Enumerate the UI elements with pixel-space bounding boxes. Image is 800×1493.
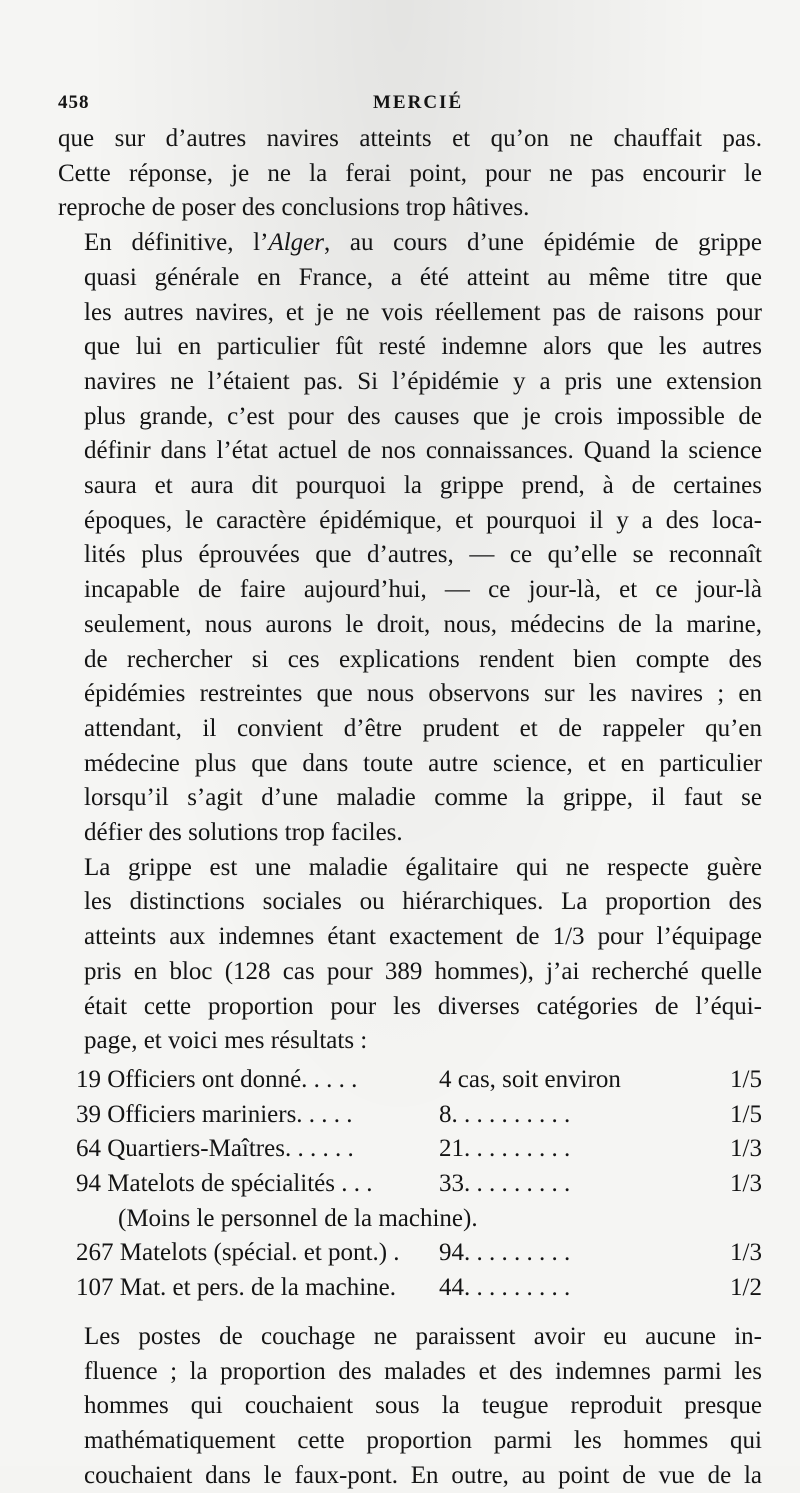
text-line: navires ne l’étaient pas. Si l’épidémie y a pris une extension (84, 367, 762, 395)
text-line: seulement, nous aurons le droit, nous, médecins de la marine, (84, 610, 762, 638)
text-line: lités plus éprouvées que d’autres, — ce qu’elle se reconnaît (84, 541, 762, 569)
row-ratio: 1/3 (730, 1239, 762, 1267)
text-line: reproche de poser des conclusions trop hâtives. (58, 194, 530, 222)
running-head: MERCIÉ (373, 92, 464, 113)
row-cases: 8. . . . . . . . . . (439, 1100, 571, 1128)
row-cases: 44. . . . . . . . . (439, 1274, 571, 1302)
row-category: 267 Matelots (spécial. et pont.) . (76, 1239, 400, 1267)
text-line: attendant, il convient d’être prudent et de rappeler qu’en (84, 714, 762, 742)
text-line: défier des solutions trop faciles. (84, 819, 403, 847)
results-note (58, 1202, 762, 1237)
text-line: définir dans l’état actuel de nos connaissances. Quand la science (84, 437, 762, 465)
text-line: page, et voici mes résultats : (84, 1027, 368, 1055)
paragraph-2 (58, 226, 762, 851)
row-category: 64 Quartiers-Maîtres. . . . . . (76, 1135, 354, 1163)
row-cases: 33. . . . . . . . . (439, 1170, 571, 1198)
results-row (58, 1132, 762, 1167)
text-line: La grippe est une maladie égalitaire qui ne respecte guère (84, 853, 762, 881)
text-line: pris en bloc (128 cas pour 389 hommes), j’ai recherché quelle (84, 957, 762, 985)
text-line: que sur d’autres navires atteints et qu’on ne chauffait pas. (58, 125, 762, 152)
note-text: (Moins le personnel de la machine). (118, 1204, 478, 1232)
text-line: plus grande, c’est pour des causes que je crois impossible de (84, 402, 762, 430)
text-line: épidémies restreintes que nous observons sur les navires ; en (84, 680, 762, 708)
paragraph-4 (58, 1320, 762, 1493)
row-cases: 94. . . . . . . . . (439, 1239, 571, 1267)
row-ratio: 1/3 (730, 1170, 762, 1198)
text-line: de rechercher si ces explications rendent bien compte des (84, 645, 762, 673)
row-category: 107 Mat. et pers. de la machine. (76, 1274, 397, 1302)
ship-name: Alger (268, 229, 324, 257)
text-line: époques, le caractère épidémique, et pourquoi il y a des loca- (84, 506, 762, 534)
results-row (58, 1236, 762, 1271)
row-ratio: 1/3 (730, 1135, 762, 1163)
text-fragment: En définitive, l’ (84, 229, 269, 257)
results-row (58, 1098, 762, 1133)
text-line: fluence ; la proportion des malades et des indemnes parmi les (84, 1357, 762, 1385)
text-line: atteints aux indemnes étant exactement de 1/3 pour l’équipage (84, 923, 762, 951)
text-line: couchaient dans le faux-pont. En outre, au point de vue de la (84, 1461, 762, 1489)
text-line: que lui en particulier fût resté indemne alors que les autres (84, 333, 762, 361)
text-line: était cette proportion pour les diverses catégories de l’équi- (84, 992, 762, 1020)
text-line: les distinctions sociales ou hiérarchiques. La proportion des (84, 888, 762, 916)
row-category: 39 Officiers mariniers. . . . . (76, 1100, 353, 1128)
text-line (58, 226, 762, 261)
results-row (58, 1167, 762, 1202)
paragraph-3 (58, 851, 762, 1059)
text-line: Les postes de couchage ne paraissent avoir eu aucune in- (84, 1322, 762, 1350)
results-row (58, 1063, 762, 1098)
row-cases: 4 cas, soit environ (439, 1065, 621, 1093)
text-line: médecine plus que dans toute autre science, et en particulier (84, 749, 762, 777)
text-line: saura et aura dit pourquoi la grippe prend, à de certaines (84, 472, 762, 500)
text-line: quasi générale en France, a été atteint au même titre que (84, 263, 762, 291)
row-category: 19 Officiers ont donné. . . . . (76, 1065, 358, 1093)
text-fragment: , au cours d’une épidémie de grippe (323, 229, 762, 257)
text-line: lorsqu’il s’agit d’une maladie comme la grippe, il faut se (84, 784, 762, 812)
row-cases: 21. . . . . . . . . (439, 1135, 571, 1163)
text-line: mathématiquement cette proportion parmi les hommes qui (84, 1426, 762, 1454)
paragraph-1 (58, 122, 762, 226)
page-header (58, 88, 762, 122)
row-ratio: 1/5 (730, 1065, 762, 1093)
text-line: les autres navires, et je ne vois réellement pas de raisons pour (84, 298, 762, 326)
row-category: 94 Matelots de spécialités . . . (76, 1170, 373, 1198)
text-line: incapable de faire aujourd’hui, — ce jour-là, et ce jour-là (84, 576, 762, 604)
page-number: 458 (58, 92, 90, 113)
row-ratio: 1/2 (730, 1274, 762, 1302)
results-table (58, 1063, 762, 1306)
row-ratio: 1/5 (730, 1100, 762, 1128)
results-row (58, 1271, 762, 1306)
text-line: hommes qui couchaient sous la teugue reproduit presque (84, 1392, 762, 1420)
text-line: Cette réponse, je ne la ferai point, pour ne pas encourir le (58, 159, 762, 187)
